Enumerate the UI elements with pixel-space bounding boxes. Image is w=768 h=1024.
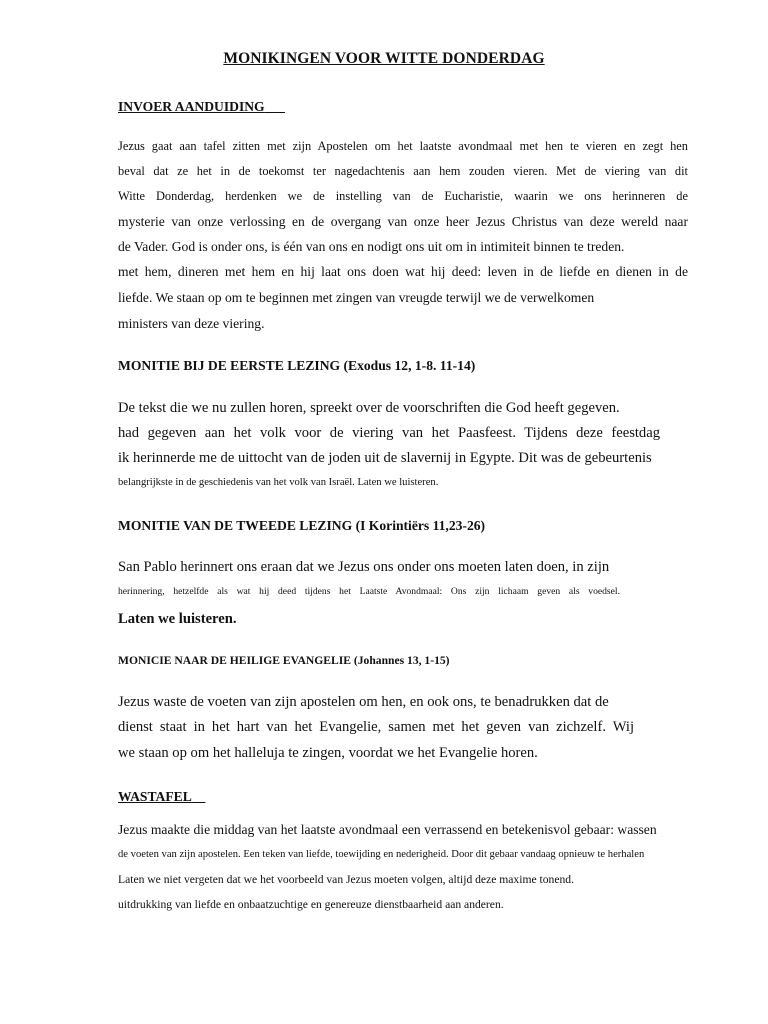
section-heading-wastafel — [118, 789, 205, 805]
paragraph-line: ik herinnerde me de uittocht van de joden uit de slavernij in Egypte. Dit was de gebeurtenis — [118, 450, 652, 466]
paragraph-line: de voeten van zijn apostelen. Een teken van liefde, toewijding en nederigheid. Door dit gebaar vandaag opnieuw te herhalen — [118, 849, 645, 860]
paragraph-line: Jezus waste de voeten van zijn apostelen om hen, en ook ons, te benadrukken dat de — [118, 694, 609, 710]
paragraph-line: De tekst die we nu zullen horen, spreekt over de voorschriften die God heeft gegeven. — [118, 400, 620, 416]
document-title: MONIKINGEN VOOR WITTE DONDERDAG — [223, 50, 545, 67]
paragraph-line: herinnering, hetzelfde als wat hij deed tijdens het Laatste Avondmaal: Ons zijn lichaam geven als voedsel. — [118, 586, 620, 597]
paragraph-line: beval dat ze het in de toekomst ter nagedachtenis aan hem zouden vieren. Met de viering van dit — [118, 164, 688, 178]
heading-text: INVOER AANDUIDING — [118, 99, 265, 114]
paragraph-line: de Vader. God is onder ons, is één van ons en nodigt ons uit om in intimiteit binnen te treden. — [118, 239, 625, 254]
paragraph-line: met hem, dineren met hem en hij laat ons doen wat hij deed: leven in de liefde en dienen in de — [118, 264, 688, 279]
paragraph-line: Witte Donderdag, herdenken we de instelling van de Eucharistie, waarin we ons herinneren de — [118, 189, 688, 203]
section-heading-tweede-lezing: MONITIE VAN DE TWEEDE LEZING (I Korintiërs 11,23-26) — [118, 518, 486, 533]
paragraph-line-bold: Laten we luisteren. — [118, 611, 237, 627]
paragraph-line: San Pablo herinnert ons eraan dat we Jezus ons onder ons moeten laten doen, in zijn — [118, 559, 610, 575]
paragraph-line: mysterie van onze verlossing en de overgang van onze heer Jezus Christus van deze wereld naar — [118, 214, 688, 229]
paragraph-line: Laten we niet vergeten dat we het voorbeeld van Jezus moeten volgen, altijd deze maxime tonend. — [118, 873, 574, 886]
section-heading-evangelie: MONICIE NAAR DE HEILIGE EVANGELIE (Johannes 13, 1-15) — [118, 654, 450, 667]
paragraph-line: dienst staat in het hart van het Evangelie, samen met het geven van zichzelf. Wij — [118, 719, 634, 735]
section-heading-invoer — [118, 99, 285, 115]
paragraph-line: Jezus maakte die middag van het laatste avondmaal een verrassend en betekenisvol gebaar: wassen — [118, 822, 657, 837]
paragraph-line: had gegeven aan het volk voor de viering van het Paasfeest. Tijdens deze feestdag — [118, 425, 660, 441]
paragraph-line: we staan op om het halleluja te zingen, voordat we het Evangelie horen. — [118, 745, 538, 761]
paragraph-line: belangrijkste in de geschiedenis van het volk van Israël. Laten we luisteren. — [118, 477, 439, 488]
paragraph-line: liefde. We staan op om te beginnen met zingen van vreugde terwijl we de verwelkomen — [118, 290, 595, 305]
paragraph-line: ministers van deze viering. — [118, 316, 265, 331]
heading-text: WASTAFEL — [118, 789, 192, 804]
paragraph-line: uitdrukking van liefde en onbaatzuchtige en genereuze dienstbaarheid aan anderen. — [118, 898, 504, 911]
paragraph-line: Jezus gaat aan tafel zitten met zijn Apostelen om het laatste avondmaal met hen te vieren en zegt hen — [118, 139, 688, 153]
section-heading-eerste-lezing: MONITIE BIJ DE EERSTE LEZING (Exodus 12, 1-8. 11-14) — [118, 358, 476, 373]
